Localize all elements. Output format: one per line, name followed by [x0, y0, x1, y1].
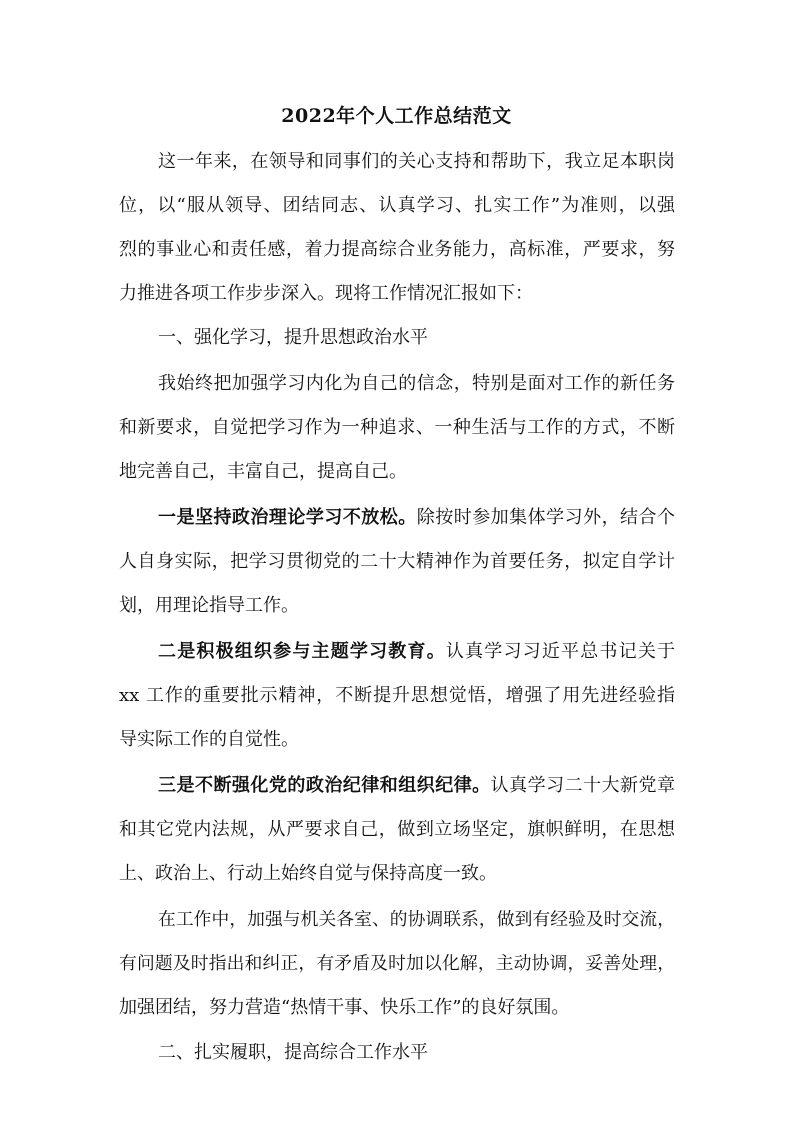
line-text: 人自身实际，把学习贯彻党的二十大精神作为首要任务，拟定自学计 [119, 551, 675, 572]
line-text: 位，以“服从领导、团结同志、认真学习、扎实工作”为准则，以强 [119, 195, 675, 216]
line-text: 除按时参加集体学习外，结合个 [416, 507, 676, 528]
line-text: 在工作中，加强与机关各室、的协调联系，做到有经验及时交流， [158, 910, 675, 930]
line-text: 认真学习习近平总书记关于 [445, 641, 676, 662]
line-text: 和其它党内法规，从严要求自己，做到立场坚定，旗帜鲜明，在思想 [119, 819, 675, 840]
line-text: 力推进各项工作步步深入。现将工作情况汇报如下： [119, 283, 533, 304]
paragraph-line [119, 548, 675, 576]
line-text: 划，用理论指导工作。 [119, 595, 299, 616]
paragraph-line [119, 682, 675, 710]
paragraph-line [119, 950, 675, 978]
line-text: 加强团结，努力营造“热情干事、快乐工作”的良好氛围。 [119, 997, 570, 1018]
paragraph-line [119, 414, 675, 442]
paragraph-line [158, 638, 675, 666]
paragraph-line [119, 726, 675, 754]
paragraph-line [119, 592, 675, 620]
paragraph-line [158, 772, 675, 800]
paragraph-line [119, 192, 675, 220]
bold-lead-text: 二是积极组织参与主题学习教育。 [158, 641, 446, 662]
paragraph-line [119, 860, 675, 888]
paragraph-line [119, 994, 675, 1022]
line-text: 有问题及时指出和纠正，有矛盾及时加以化解，主动协调，妥善处理， [119, 954, 675, 974]
line-text: 我始终把加强学习内化为自己的信念，特别是面对工作的新任务 [158, 373, 675, 394]
paragraph-line [158, 370, 675, 398]
bold-lead-text: 一是坚持政治理论学习不放松。 [158, 507, 417, 528]
bold-lead-text: 三是不断强化党的政治纪律和组织纪律。 [158, 775, 491, 796]
section-heading [158, 1039, 675, 1067]
paragraph-line [119, 236, 675, 264]
line-text: 和新要求，自觉把学习作为一种追求、一种生活与工作的方式，不断 [119, 417, 675, 438]
line-text: 烈的事业心和责任感，着力提高综合业务能力，高标准，严要求，努 [119, 239, 675, 260]
line-text: xx 工作的重要批示精神，不断提升思想觉悟，增强了用先进经验指 [119, 685, 675, 706]
paragraph-line [119, 280, 675, 308]
line-text: 认真学习二十大新党章 [490, 775, 676, 796]
line-text: 地完善自己，丰富自己，提高自己。 [119, 461, 407, 482]
document-title: 2022年个人工作总结范文 [281, 105, 512, 127]
section-heading-text: 二、扎实履职，提高综合工作水平 [158, 1042, 428, 1063]
line-text: 导实际工作的自觉性。 [119, 729, 299, 750]
section-heading-text: 一、强化学习，提升思想政治水平 [158, 327, 428, 348]
paragraph-line [119, 458, 675, 486]
paragraph-line [119, 816, 675, 844]
paragraph-line [158, 504, 675, 532]
line-text: 这一年来，在领导和同事们的关心支持和帮助下，我立足本职岗 [158, 151, 675, 172]
paragraph-line [158, 148, 675, 176]
line-text: 上、政治上、行动上始终自觉与保持高度一致。 [119, 863, 497, 884]
paragraph-line [158, 906, 675, 934]
section-heading [158, 324, 675, 352]
